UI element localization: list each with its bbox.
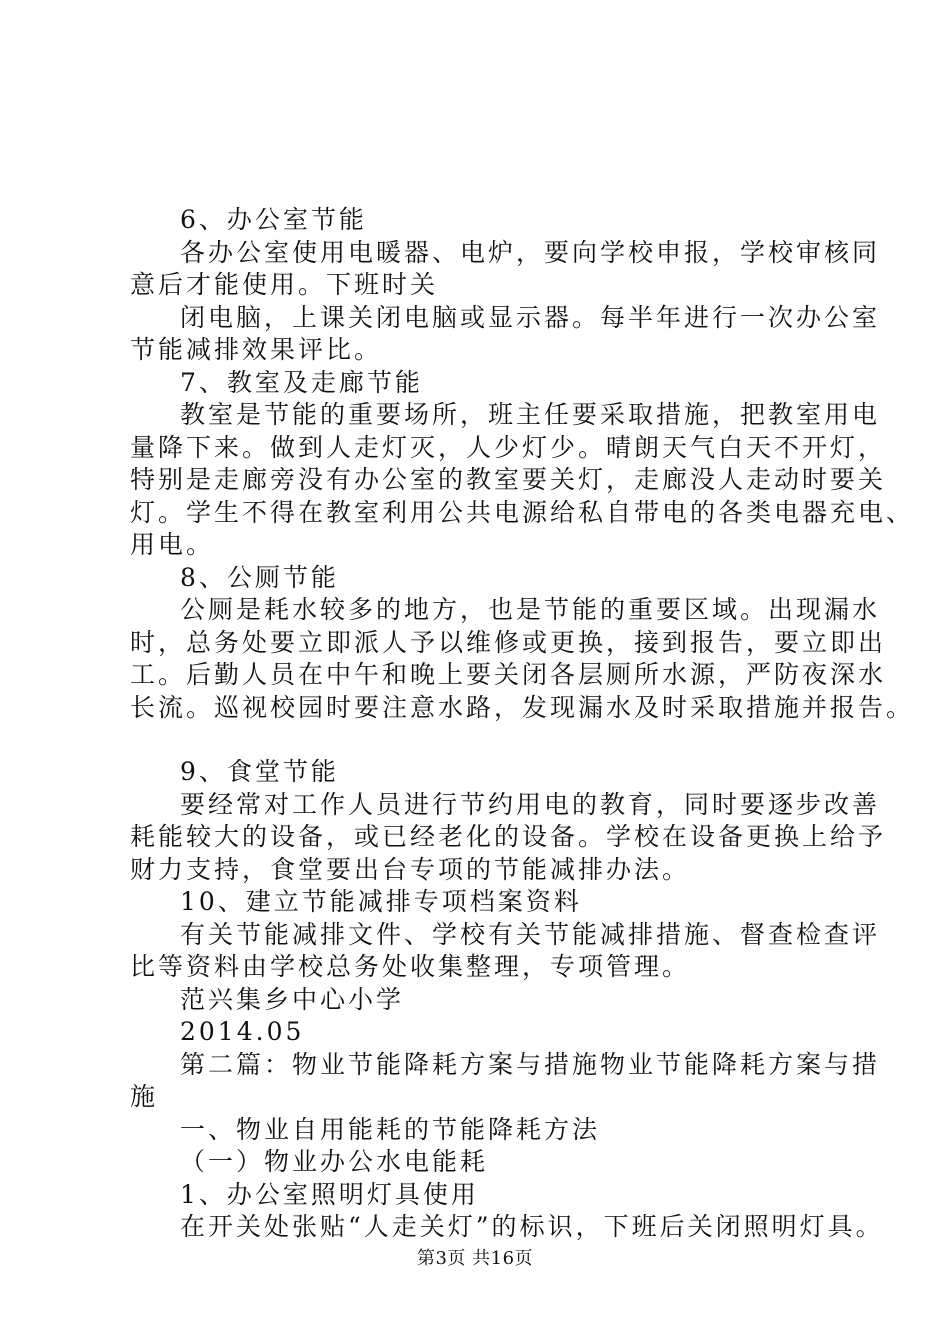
text-line: 9、食堂节能 [180, 757, 339, 786]
text-line: 耗能较大的设备，或已经老化的设备。学校在设备更换上给予 [130, 822, 887, 851]
text-line: 量降下来。做到人走灯灭，人少灯少。晴朗天气白天不开灯， [130, 432, 887, 462]
text-line: 工。后勤人员在中午和晚上要关闭各层厕所水源，严防夜深水 [130, 660, 887, 689]
text-line: 范兴集乡中心小学 [180, 984, 405, 1014]
text-line: 2014.05 [180, 1017, 305, 1046]
document-body [130, 204, 915, 1244]
text-line: 比等资料由学校总务处收集整理，专项管理。 [130, 952, 691, 981]
text-line: 长流。巡视校园时要注意水路，发现漏水及时采取措施并报告。 [130, 692, 915, 722]
text-line: 10、建立节能减排专项档案资料 [180, 887, 582, 916]
text-line: 意后才能使用。下班时关 [130, 270, 439, 299]
text-line: 要经常对工作人员进行节约用电的教育，同时要逐步改善 [180, 789, 881, 819]
text-line: 在开关处张贴“人走关灯”的标识，下班后关闭照明灯具。 [180, 1212, 884, 1241]
text-line: 灯。学生不得在教室利用公共电源给私自带电的各类电器充电、 [130, 497, 915, 527]
text-line: 有关节能减排文件、学校有关节能减排措施、督查检查评 [180, 919, 881, 949]
text-line: 用电。 [130, 530, 215, 559]
text-line: （一）物业办公水电能耗 [180, 1147, 489, 1176]
text-line: 公厕是耗水较多的地方，也是节能的重要区域。出现漏水 [180, 595, 881, 624]
text-line: 节能减排效果评比。 [130, 335, 383, 364]
text-line: 施 [130, 1082, 159, 1111]
blank-line [130, 724, 850, 756]
text-line: 6、办公室节能 [180, 205, 367, 234]
text-line: 1、办公室照明灯具使用 [180, 1179, 479, 1209]
text-line: 闭电脑，上课关闭电脑或显示器。每半年进行一次办公室 [180, 302, 881, 332]
text-line: 8、公厕节能 [180, 562, 339, 592]
text-line: 各办公室使用电暖器、电炉，要向学校申报，学校审核同 [180, 237, 881, 267]
page-number: 第3页 共16页 [416, 1248, 534, 1269]
text-line: 一、物业自用能耗的节能降耗方法 [180, 1114, 601, 1144]
text-line: 第二篇：物业节能降耗方案与措施物业节能降耗方案与措 [180, 1049, 881, 1079]
text-line: 7、教室及走廊节能 [180, 367, 423, 397]
text-line: 财力支持，食堂要出台专项的节能减排办法。 [130, 854, 691, 884]
text-line: 教室是节能的重要场所，班主任要采取措施，把教室用电 [180, 400, 881, 429]
text-line: 时，总务处要立即派人予以维修或更换，接到报告，要立即出 [130, 627, 887, 657]
text-line: 特别是走廊旁没有办公室的教室要关灯，走廊没人走动时要关 [130, 465, 887, 494]
